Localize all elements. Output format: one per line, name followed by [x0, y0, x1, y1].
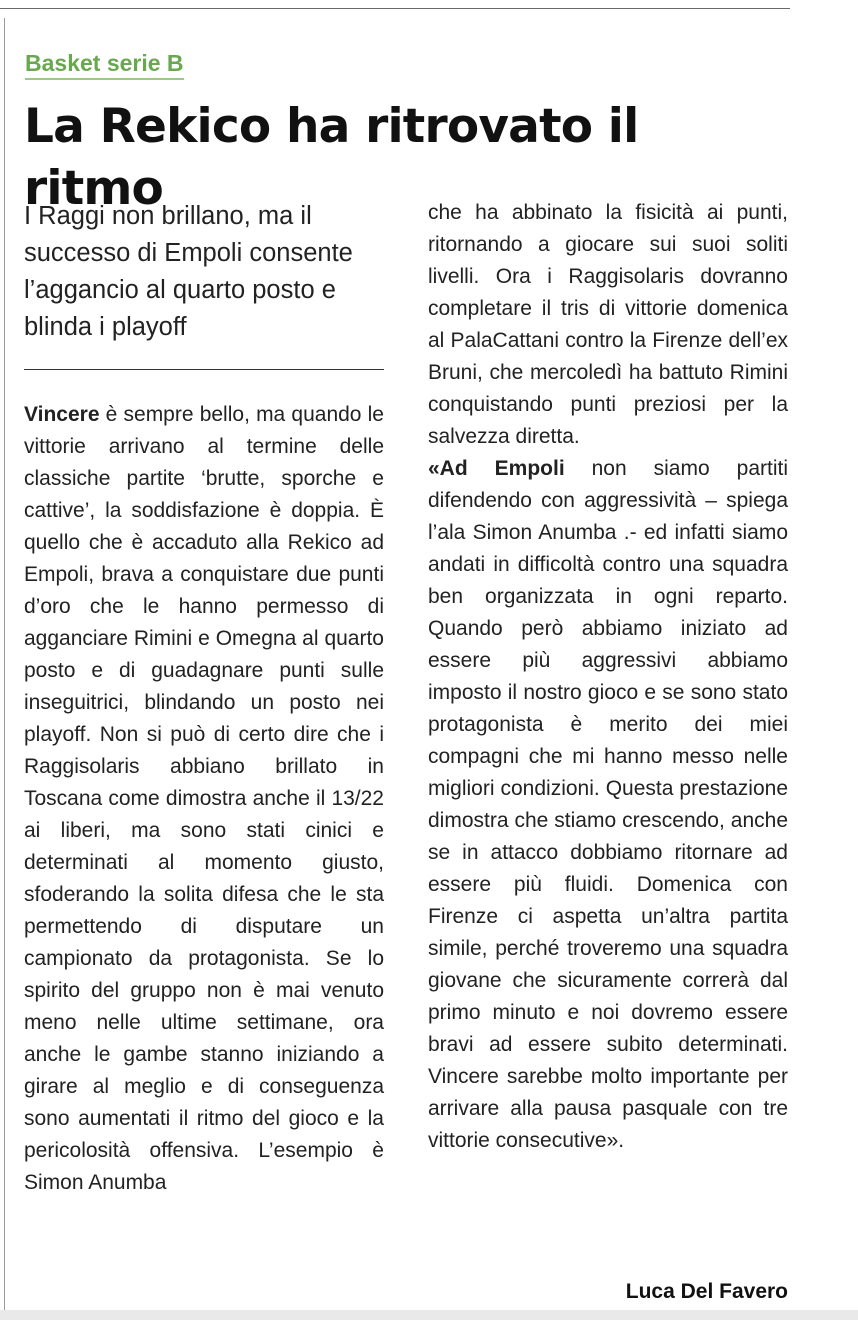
page-bottom-edge [0, 1310, 858, 1320]
page-left-border [4, 18, 5, 1316]
quote-text: non siamo partiti difendendo con aggressività – spiega l’ala Simon Anumba .- ed infatti siamo andati in difficoltà contro una squadra ben organizzata in ogni reparto. Quando però abbiamo iniziato ad essere più aggressivi abbiamo imposto il nostro gioco e se sono stato protagonista è merito dei miei compagni che mi hanno messo nelle migliori condizioni. Questa prestazione dimostra che stiamo crescendo, anche se in attacco dobbiamo ritornare ad essere più fluidi. Domenica con Firenze ci aspetta un’altra partita simile, perché troveremo una squadra giovane che sicuramente correrà dal primo minuto e noi dovremo essere bravi ad essere subito determinati. Vincere sarebbe molto importante per arrivare alla pausa pasquale con tre vittorie consecutive». [428, 457, 788, 1152]
article-column-left [24, 399, 384, 1199]
author-byline: Luca Del Favero [625, 1280, 788, 1303]
body-text: è sempre bello, ma quando le vittorie arrivano al termine delle classiche partite ‘brutte, sporche e cattive’, la soddisfazione è doppia. È quello che è accaduto alla Rekico ad Empoli, brava a conquistare due punti d’oro che le hanno permesso di agganciare Rimini e Omegna al quarto posto e di guadagnare punti sulle inseguitrici, blindando un posto nei playoff. Non si può di certo dire che i Raggisolaris abbiano brillato in Toscana come dimostra anche il 13/22 ai liberi, ma sono stati cinici e determinati al momento giusto, sfoderando la solita difesa che le sta permettendo di disputare un campionato da protagonista. Se lo spirito del gruppo non è mai venuto meno nelle ultime settimane, ora anche le gambe stanno iniziando a girare al meglio e di conseguenza sono aumentati il ritmo del gioco e la pericolosità offensiva. L’esempio è Simon Anumba [24, 403, 384, 1194]
lead-word: Vincere [24, 403, 100, 426]
article-column-right [428, 197, 788, 1157]
quote-lead: «Ad Empoli [428, 457, 565, 480]
quote-paragraph [428, 453, 788, 1157]
body-paragraph: che ha abbinato la fisicità ai punti, ritornando a giocare sui suoi soliti livelli. Ora i Raggisolaris dovranno completare il tris di vittorie domenica al PalaCattani contro la Firenze dell’ex Bruni, che mercoledì ha battuto Rimini conquistando punti preziosi per la salvezza diretta. [428, 201, 788, 448]
article-standfirst: I Raggi non brillano, ma il successo di Empoli consente l’aggancio al quarto posto e blinda i playoff [24, 202, 353, 341]
section-kicker: Basket serie B [25, 50, 184, 80]
article-headline: La Rekico ha ritrovato il ritmo [24, 99, 639, 216]
top-rule [0, 8, 790, 9]
page-margin [808, 0, 858, 1320]
body-paragraph [24, 399, 384, 1199]
standfirst-divider [24, 369, 384, 370]
